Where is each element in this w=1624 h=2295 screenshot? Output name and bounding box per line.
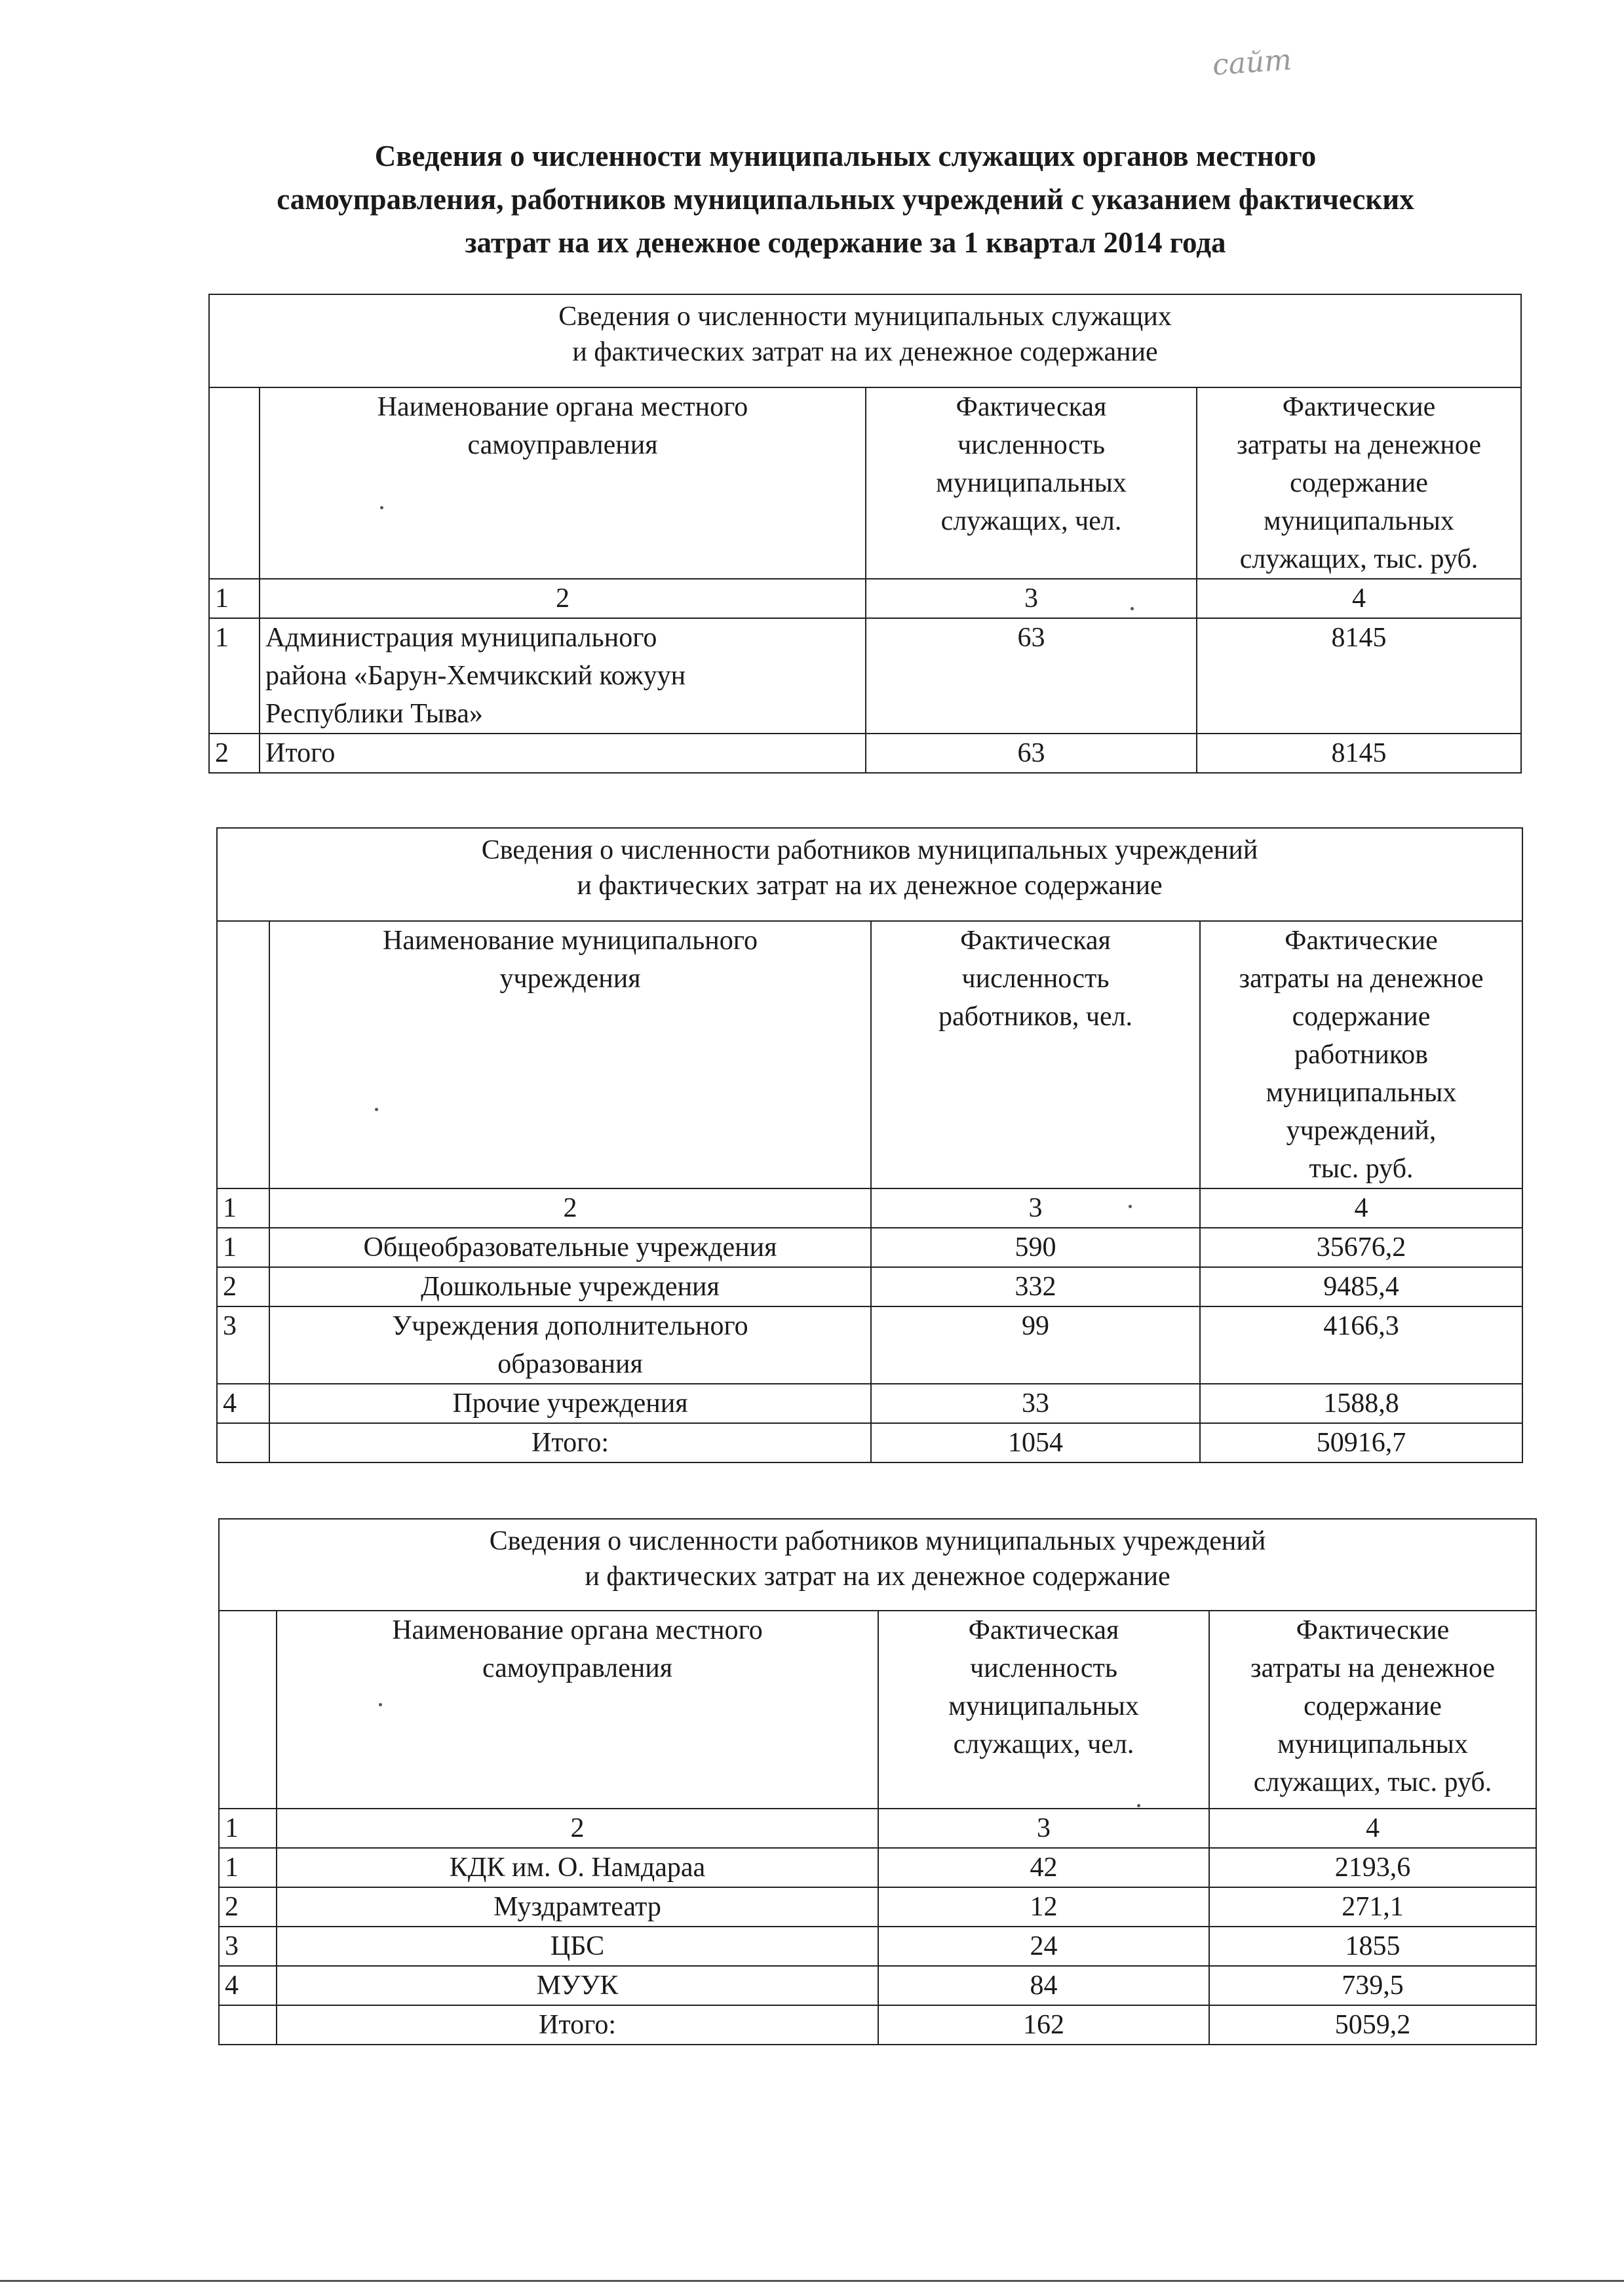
header-number-cell: [217, 921, 269, 1188]
column-number: 1: [209, 579, 260, 618]
header-number-cell: [209, 387, 260, 579]
header-line: служащих, тыс. руб.: [1253, 1767, 1492, 1797]
header-line: работников, чел.: [938, 1002, 1133, 1032]
header-line: служащих, чел.: [953, 1729, 1134, 1759]
table-row: [217, 1228, 1522, 1267]
column-number-row: [219, 1809, 1536, 1848]
row-number: 1: [209, 618, 260, 734]
column-number: 4: [1197, 579, 1521, 618]
header-line: самоуправления: [482, 1653, 673, 1683]
header-line: Наименование органа местного: [377, 392, 748, 422]
header-line: Фактическая: [968, 1615, 1119, 1645]
header-line: численность: [961, 964, 1110, 994]
header-line: содержание: [1290, 468, 1428, 498]
row-name: МУУК: [277, 1966, 878, 2005]
column-number: 2: [277, 1809, 878, 1848]
row-count: 42: [878, 1848, 1209, 1887]
header-line: затраты на денежное: [1239, 964, 1484, 994]
row-cost: 50916,7: [1200, 1423, 1522, 1462]
caption-line: Сведения о численности работников муниципальных учреждений: [481, 835, 1258, 865]
row-name: Прочие учреждения: [269, 1384, 871, 1423]
row-name: Итого: [260, 734, 866, 773]
row-name: [269, 1306, 871, 1384]
header-line: муниципальных: [1277, 1729, 1468, 1759]
row-name: Муздрамтеатр: [277, 1887, 878, 1927]
title-line: Сведения о численности муниципальных служащих органов местного: [374, 140, 1317, 172]
row-count: 332: [871, 1267, 1200, 1306]
scan-speck: [375, 1108, 378, 1111]
row-name-line: Администрация муниципального: [265, 623, 657, 653]
row-name: Итого:: [277, 2005, 878, 2045]
header-line: численность: [970, 1653, 1117, 1683]
column-number-row: [209, 579, 1521, 618]
table-caption: [217, 828, 1522, 921]
row-name: [260, 618, 866, 734]
header-line: Фактические: [1285, 926, 1438, 956]
header-count: [871, 921, 1200, 1188]
column-number: 2: [260, 579, 866, 618]
header-line: содержание: [1292, 1002, 1431, 1032]
row-number: [219, 2005, 277, 2045]
culture-institutions-table: [218, 1518, 1537, 2045]
table-row: [219, 1927, 1536, 1966]
table-caption-row: [219, 1519, 1536, 1611]
row-number: 4: [217, 1384, 269, 1423]
row-cost: 739,5: [1209, 1966, 1536, 2005]
row-number: 2: [209, 734, 260, 773]
row-count: 63: [866, 618, 1197, 734]
total-row: [219, 2005, 1536, 2045]
column-number: 3: [866, 579, 1197, 618]
civil-servants-table: [208, 294, 1522, 774]
row-name-line: образования: [497, 1349, 643, 1379]
row-cost: 35676,2: [1200, 1228, 1522, 1267]
header-cost: [1209, 1611, 1536, 1809]
header-line: тыс. руб.: [1309, 1154, 1414, 1184]
column-number: 3: [871, 1188, 1200, 1228]
column-number: 1: [217, 1188, 269, 1228]
header-line: учреждений,: [1286, 1116, 1437, 1146]
table-caption: [209, 294, 1521, 387]
row-number: 2: [219, 1887, 277, 1927]
table-row: [209, 618, 1521, 734]
caption-line: Сведения о численности работников муниципальных учреждений: [489, 1526, 1266, 1556]
row-name: ЦБС: [277, 1927, 878, 1966]
header-name: [269, 921, 871, 1188]
header-line: муниципальных: [936, 468, 1127, 498]
header-line: затраты на денежное: [1236, 430, 1482, 460]
header-line: самоуправления: [467, 430, 658, 460]
row-count: 84: [878, 1966, 1209, 2005]
row-count: 590: [871, 1228, 1200, 1267]
title-line: самоуправления, работников муниципальных учреждений с указанием фактических: [277, 183, 1414, 216]
scan-speck: [1137, 1804, 1140, 1807]
header-line: Фактическая: [960, 926, 1111, 956]
row-number: [217, 1423, 269, 1462]
header-line: учреждения: [499, 964, 641, 994]
row-name-line: района «Барун-Хемчикский кожуун: [265, 661, 686, 691]
header-line: служащих, чел.: [940, 506, 1122, 536]
header-row: [219, 1611, 1536, 1809]
column-number: 4: [1209, 1809, 1536, 1848]
row-number: 4: [219, 1966, 277, 2005]
row-count: 1054: [871, 1423, 1200, 1462]
document-title: [197, 134, 1494, 264]
column-number: 2: [269, 1188, 871, 1228]
header-line: численность: [957, 430, 1105, 460]
header-number-cell: [219, 1611, 277, 1809]
row-cost: 271,1: [1209, 1887, 1536, 1927]
row-count: 63: [866, 734, 1197, 773]
header-row: [209, 387, 1521, 579]
header-line: Фактические: [1282, 392, 1436, 422]
column-number-row: [217, 1188, 1522, 1228]
row-cost: 4166,3: [1200, 1306, 1522, 1384]
header-line: муниципальных: [1264, 506, 1454, 536]
header-cost: [1197, 387, 1521, 579]
row-number: 2: [217, 1267, 269, 1306]
caption-line: и фактических затрат на их денежное содержание: [585, 1561, 1170, 1592]
header-name: [277, 1611, 878, 1809]
scan-edge-line: [0, 2280, 1624, 2282]
caption-line: и фактических затрат на их денежное содержание: [572, 337, 1158, 367]
row-count: 162: [878, 2005, 1209, 2045]
row-name: Дошкольные учреждения: [269, 1267, 871, 1306]
header-line: содержание: [1304, 1691, 1442, 1721]
table-row: [219, 1966, 1536, 2005]
table-row: [219, 1887, 1536, 1927]
row-cost: 5059,2: [1209, 2005, 1536, 2045]
row-cost: 1588,8: [1200, 1384, 1522, 1423]
column-number: 4: [1200, 1188, 1522, 1228]
header-line: муниципальных: [1266, 1078, 1457, 1108]
header-count: [878, 1611, 1209, 1809]
total-row: [217, 1423, 1522, 1462]
header-name: [260, 387, 866, 579]
handwritten-note: сайт: [1211, 43, 1293, 83]
column-number: 1: [219, 1809, 277, 1848]
table-caption: [219, 1519, 1536, 1611]
row-number: 3: [217, 1306, 269, 1384]
scan-speck: [380, 506, 383, 509]
scan-speck: [379, 1703, 382, 1706]
title-line: затрат на их денежное содержание за 1 квартал 2014 года: [465, 226, 1226, 259]
header-line: Наименование муниципального: [383, 926, 758, 956]
header-line: Фактические: [1296, 1615, 1450, 1645]
municipal-institutions-table: [216, 827, 1523, 1463]
row-number: 1: [217, 1228, 269, 1267]
caption-line: и фактических затрат на их денежное содержание: [577, 871, 1163, 901]
table-row: [219, 1848, 1536, 1887]
row-name: Итого:: [269, 1423, 871, 1462]
row-cost: 2193,6: [1209, 1848, 1536, 1887]
header-line: Фактическая: [956, 392, 1107, 422]
scan-speck: [1129, 1205, 1132, 1208]
total-row: [209, 734, 1521, 773]
table-caption-row: [217, 828, 1522, 921]
header-line: муниципальных: [948, 1691, 1139, 1721]
header-cost: [1200, 921, 1522, 1188]
row-cost: 8145: [1197, 734, 1521, 773]
row-name-line: Учреждения дополнительного: [392, 1311, 748, 1341]
row-name-line: Республики Тыва»: [265, 699, 483, 729]
table-row: [217, 1306, 1522, 1384]
header-row: [217, 921, 1522, 1188]
row-cost: 8145: [1197, 618, 1521, 734]
table-row: [217, 1384, 1522, 1423]
table-row: [217, 1267, 1522, 1306]
header-line: работников: [1294, 1040, 1428, 1070]
row-count: 24: [878, 1927, 1209, 1966]
row-name: Общеобразовательные учреждения: [269, 1228, 871, 1267]
row-cost: 1855: [1209, 1927, 1536, 1966]
row-cost: 9485,4: [1200, 1267, 1522, 1306]
column-number: 3: [878, 1809, 1209, 1848]
row-number: 3: [219, 1927, 277, 1966]
row-count: 99: [871, 1306, 1200, 1384]
scan-speck: [1131, 607, 1134, 610]
table-caption-row: [209, 294, 1521, 387]
header-count: [866, 387, 1197, 579]
header-line: Наименование органа местного: [392, 1615, 763, 1645]
header-line: служащих, тыс. руб.: [1239, 544, 1479, 574]
row-count: 33: [871, 1384, 1200, 1423]
row-count: 12: [878, 1887, 1209, 1927]
caption-line: Сведения о численности муниципальных служащих: [558, 302, 1172, 332]
header-line: затраты на денежное: [1250, 1653, 1496, 1683]
row-name: КДК им. О. Намдараа: [277, 1848, 878, 1887]
row-number: 1: [219, 1848, 277, 1887]
